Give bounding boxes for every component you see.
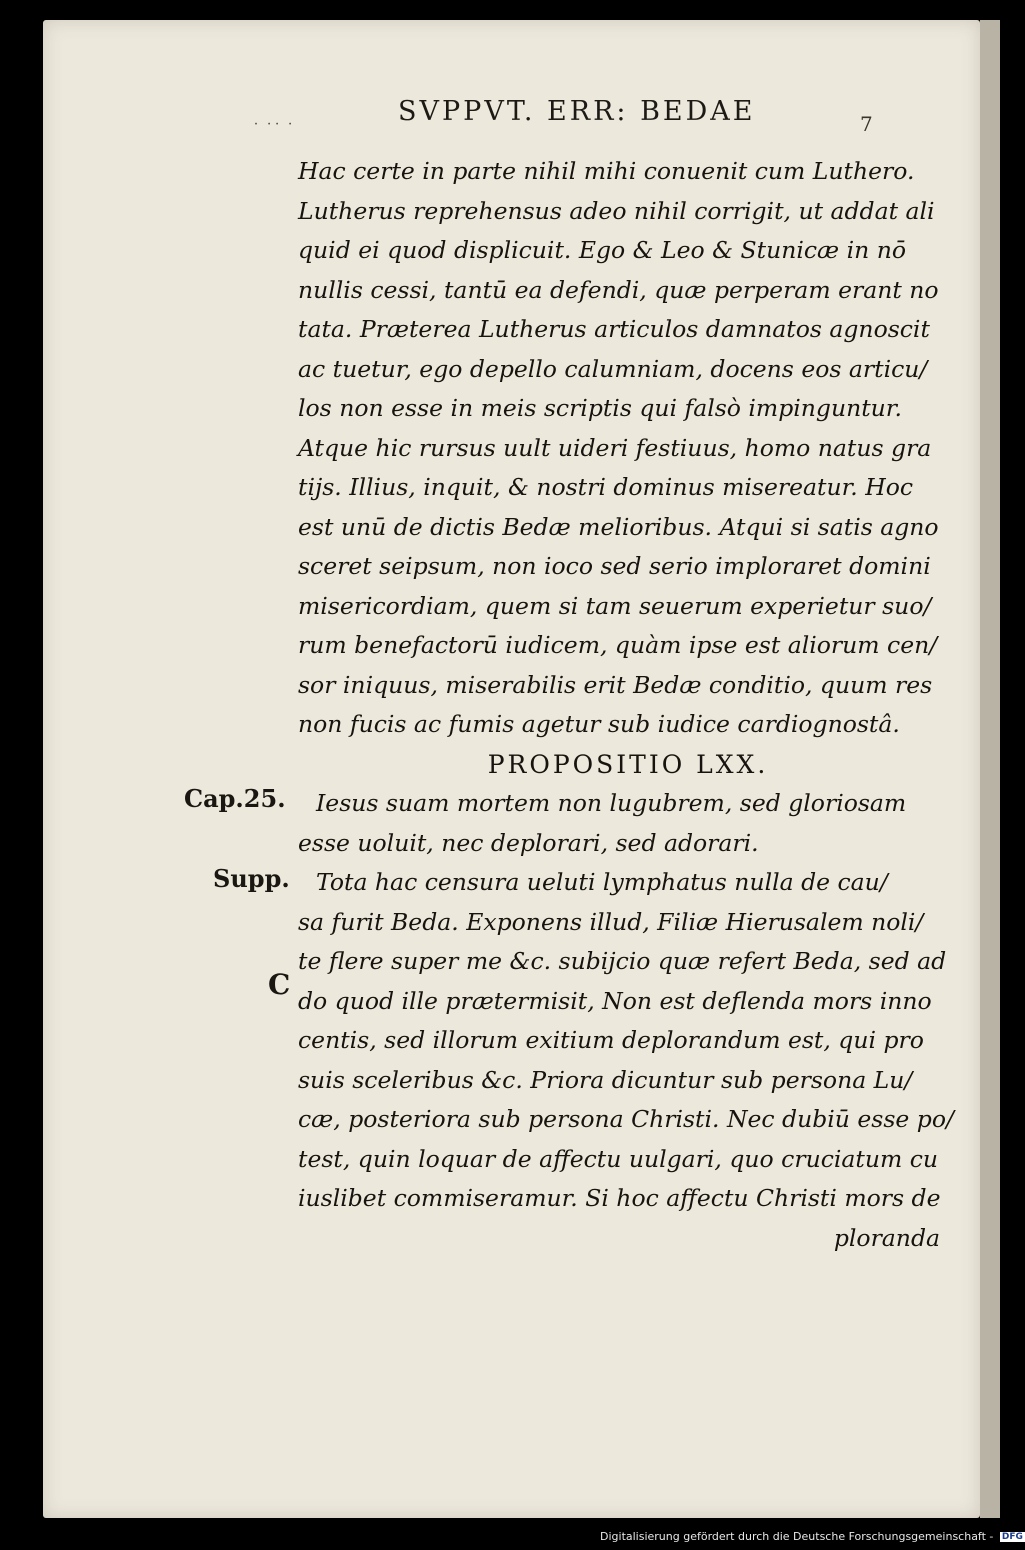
credit-text: Digitalisierung gefördert durch die Deutsche Forschungsgemeinschaft - bbox=[600, 1530, 994, 1543]
margin-note-supp: Supp. bbox=[213, 864, 290, 893]
facing-page-edge bbox=[980, 20, 1000, 1518]
digitization-credit bbox=[600, 1530, 1025, 1543]
text-block bbox=[298, 152, 954, 1258]
body-line: quid ei quod displicuit. Ego & Leo & Stunicæ in nō bbox=[298, 236, 907, 264]
response-line: test, quin loquar de affectu uulgari, quo cruciatum cu bbox=[298, 1144, 939, 1173]
response-line: cæ, posteriora sub persona Christi. Nec dubiū esse po/ bbox=[298, 1105, 954, 1133]
body-line: sor iniquus, miserabilis erit Bedæ conditio, quum res bbox=[298, 670, 933, 699]
proposition-line: Iesus suam mortem non lugubrem, sed gloriosam bbox=[316, 789, 907, 817]
body-line: tijs. Illius, inquit, & nostri dominus misereatur. Hoc bbox=[298, 473, 914, 501]
body-line: Atque hic rursus uult uideri festiuus, homo natus gra bbox=[298, 433, 932, 462]
response-line: te flere super me &c. subijcio quæ refert Beda, sed ad bbox=[298, 947, 947, 975]
signature-mark: C bbox=[268, 968, 291, 1001]
response-line: suis sceleribus &c. Priora dicuntur sub persona Lu/ bbox=[298, 1065, 913, 1094]
response-line: do quod ille prætermisit, Non est deflenda mors inno bbox=[298, 986, 932, 1015]
catchword: ploranda bbox=[833, 1223, 940, 1252]
body-line: Hac certe in parte nihil mihi conuenit cum Luthero. bbox=[298, 157, 915, 185]
running-title: SVPPVT. ERR: BEDAE bbox=[398, 96, 756, 127]
response-line: sa furit Beda. Exponens illud, Filiæ Hierusalem noli/ bbox=[298, 907, 924, 936]
body-line: los non esse in meis scriptis qui falsò impinguntur. bbox=[298, 394, 902, 422]
margin-note-cap: Cap.25. bbox=[184, 784, 286, 813]
body-line: ac tuetur, ego depello calumniam, docens eos articu/ bbox=[298, 354, 928, 383]
response-line: centis, sed illorum exitium deplorandum est, qui pro bbox=[298, 1026, 924, 1054]
margin-specks: ˙ ˙˙ ˙ bbox=[252, 120, 295, 139]
body-line: tata. Præterea Lutherus articulos damnatos agnoscit bbox=[298, 315, 930, 343]
body-line: sceret seipsum, non ioco sed serio imploraret domini bbox=[298, 552, 931, 580]
body-line: misericordiam, quem si tam seuerum experietur suo/ bbox=[298, 591, 932, 620]
dfg-logo: DFG bbox=[1001, 1532, 1023, 1542]
body-line: non fucis ac fumis agetur sub iudice cardiognostâ. bbox=[298, 710, 900, 738]
response-line: iuslibet commiseramur. Si hoc affectu Christi mors de bbox=[298, 1184, 941, 1212]
body-line: nullis cessi, tantū ea defendi, quæ perperam erant no bbox=[298, 275, 939, 304]
body-line: est unū de dictis Bedæ melioribus. Atqui si satis agno bbox=[298, 512, 939, 541]
proposition-line: esse uoluit, nec deplorari, sed adorari. bbox=[298, 828, 759, 857]
corner-mark: 7 bbox=[860, 112, 873, 136]
body-line: rum benefactorū iudicem, quàm ipse est aliorum cen/ bbox=[298, 631, 938, 659]
proposition-heading: PROPOSITIO LXX. bbox=[487, 749, 769, 779]
body-line: Lutherus reprehensus adeo nihil corrigit, ut addat ali bbox=[298, 196, 935, 225]
response-line: Tota hac censura ueluti lymphatus nulla de cau/ bbox=[316, 868, 888, 896]
